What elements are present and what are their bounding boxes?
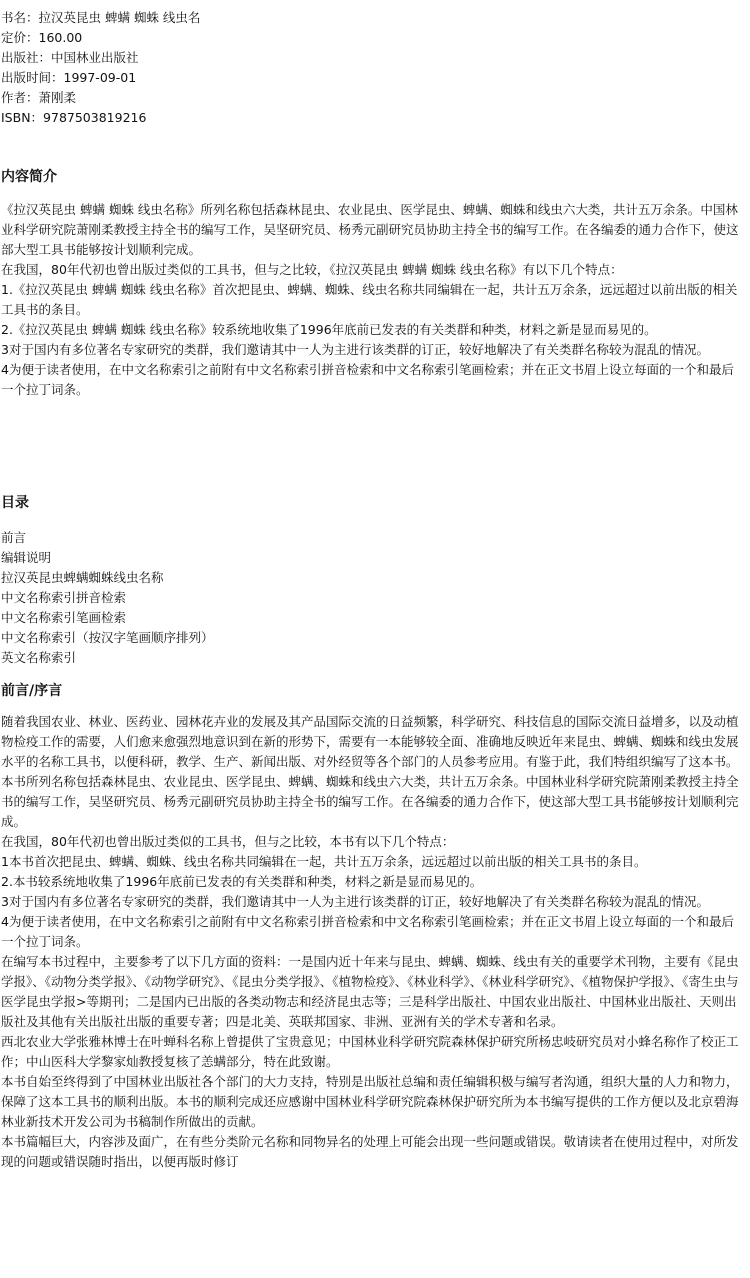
preface-paragraph: 本书自始至终得到了中国林业出版社各个部门的大力支持，特别是出版社总编和责任编辑积极与编写者沟通，组织大量的人力和物力，保障了这本工具书的顺利出版。本书的顺利完成还应感谢中国林业科学研究院森林保护研究所为本书编写提供的工作方便以及北京碧海林业新技术开发公司为书稿制作所做出的贡献。 [1,1074,739,1129]
book-author: 作者：萧刚柔 [1,90,77,105]
intro-paragraph: 4为便于读者使用，在中文名称索引之前附有中文名称索引拼音检索和中文名称索引笔画检索；并在正文书眉上设立每面的一个和最后一个拉丁词条。 [1,362,734,397]
preface-paragraph: 西北农业大学张雅林博士在叶蝉科名称上曾提供了宝贵意见；中国林业科学研究院森林保护研究所杨忠岐研究员对小蜂名称作了校正工作；中山医科大学黎家灿教授复核了恙螨部分，特在此致谢。 [1,1034,739,1069]
toc-item: 英文名称索引 [1,650,77,665]
preface-paragraph: 4为便于读者使用，在中文名称索引之前附有中文名称索引拼音检索和中文名称索引笔画检索；并在正文书眉上设立每面的一个和最后一个拉丁词条。 [1,914,734,949]
preface-paragraph: 2.本书较系统地收集了1996年底前已发表的有关类群和种类，材料之新是显而易见的。 [1,874,483,889]
intro-paragraph: 2.《拉汉英昆虫 蜱螨 蜘蛛 线虫名称》较系统地收集了1996年底前已发表的有关类群和种类，材料之新是显而易见的。 [1,322,657,337]
preface-heading: 前言/序言 [1,683,63,699]
intro-paragraph: 1.《拉汉英昆虫 蜱螨 蜘蛛 线虫名称》首次把昆虫、蜱螨、蜘蛛、线虫名称共同编辑在一起，共计五万余条，远远超过以前出版的相关工具书的条目。 [1,282,738,317]
book-publish-date: 出版时间：1997-09-01 [1,70,137,85]
preface-paragraph: 本书篇幅巨大，内容涉及面广，在有些分类阶元名称和同物异名的处理上可能会出现一些问题或错误。敬请读者在使用过程中，对所发现的问题或错误随时指出，以便再版时修订 [1,1134,739,1169]
toc-heading: 目录 [1,495,29,511]
toc-item: 编辑说明 [1,550,52,565]
preface-paragraph: 在我国，80年代初也曾出版过类似的工具书，但与之比较，本书有以下几个特点： [1,834,455,849]
preface-paragraph: 在编写本书过程中，主要参考了以下几方面的资料：一是国内近十年来与昆虫、蜱螨、蜘蛛、线虫有关的重要学术刊物，主要有《昆虫学报》、《动物分类学报》、《动物学研究》、《昆虫分类学报》、《植物检疫》、《林业科学》、《林业科学研究》、《植物保护学报》、《寄生虫与医学昆虫学报>等期刊；二是国内已出版的各类动物志和经济昆虫志等；三是科学出版社、中国农业出版社、中国林业出版社、天则出版社及其他有关出版社出版的重要专著；四是北美、英联邦国家、非洲、亚洲有关的学术专著和名录。 [1,954,739,1029]
preface-paragraph: 本书所列名称包括森林昆虫、农业昆虫、医学昆虫、蜱螨、蜘蛛和线虫六大类，共计五万余条。中国林业科学研究院萧刚柔教授主持全书的编写工作，吴坚研究员、杨秀元副研究员协助主持全书的编写工作。在各编委的通力合作下，使这部大型工具书能够按计划顺利完成。 [1,774,739,829]
preface-section [1,712,746,1172]
book-meta [1,8,746,128]
preface-paragraph: 1本书首次把昆虫、蜱螨、蜘蛛、线虫名称共同编辑在一起，共计五万余条，远远超过以前出版的相关工具书的条目。 [1,854,647,869]
preface-paragraph: 随着我国农业、林业、医药业、园林花卉业的发展及其产品国际交流的日益频繁，科学研究、科技信息的国际交流日益增多，以及动植物检疫工作的需要，人们愈来愈强烈地意识到在新的形势下，需要有一本能够较全面、准确地反映近年来昆虫、蜱螨、蜘蛛和线虫发展水平的名称工具书，以便科研，教学、生产、新闻出版、对外经贸等各个部门的人员参考应用。有鉴于此，我们特组织编写了这本书。 [1,714,739,769]
preface-paragraph: 3对于国内有多位著名专家研究的类群，我们邀请其中一人为主进行该类群的订正，较好地解决了有关类群名称较为混乱的情况。 [1,894,709,909]
toc-item: 中文名称索引（按汉字笔画顺序排列） [1,630,214,645]
book-title: 书名：拉汉英昆虫 蜱螨 蜘蛛 线虫名 [1,10,201,25]
book-price: 定价：160.00 [1,30,83,45]
toc-item: 前言 [1,530,27,545]
intro-paragraph: 《拉汉英昆虫 蜱螨 蜘蛛 线虫名称》所列名称包括森林昆虫、农业昆虫、医学昆虫、蜱螨、蜘蛛和线虫六大类，共计五万余条。中国林业科学研究院萧刚柔教授主持全书的编写工作，吴坚研究员、杨秀元副研究员协助主持全书的编写工作。在各编委的通力合作下，使这部大型工具书能够按计划顺利完成。 [1,202,739,257]
intro-paragraph: 3对于国内有多位著名专家研究的类群，我们邀请其中一人为主进行该类群的订正，较好地解决了有关类群名称较为混乱的情况。 [1,342,709,357]
intro-paragraph: 在我国，80年代初也曾出版过类似的工具书，但与之比较，《拉汉英昆虫 蜱螨 蜘蛛 线虫名称》有以下几个特点： [1,262,623,277]
book-publisher: 出版社：中国林业出版社 [1,50,139,65]
intro-heading: 内容简介 [1,169,57,185]
toc-item: 中文名称索引拼音检索 [1,590,127,605]
toc-item: 拉汉英昆虫蜱螨蜘蛛线虫名称 [1,570,164,585]
book-isbn: ISBN：9787503819216 [1,110,147,125]
toc-list [1,528,746,668]
toc-item: 中文名称索引笔画检索 [1,610,127,625]
intro-section [1,200,746,400]
